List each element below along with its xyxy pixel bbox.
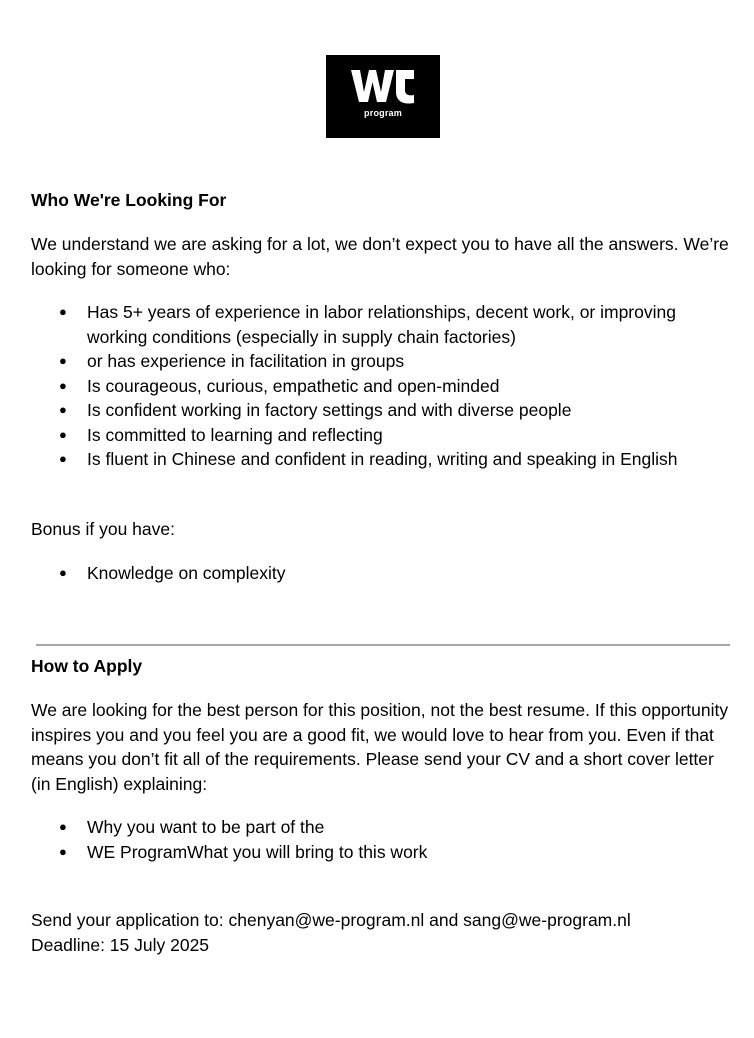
- bonus-label: Bonus if you have:: [31, 519, 175, 539]
- list-item: ● WE ProgramWhat you will bring to this work: [59, 841, 428, 862]
- section-heading-how-to-apply: How to Apply: [31, 656, 143, 676]
- looking-for-intro: We understand we are asking for a lot, we don’t expect you to have all the answers. We’re looking for someone who:: [31, 234, 729, 279]
- list-item: ● Knowledge on complexity: [59, 563, 286, 583]
- deadline-line: Deadline: 15 July 2025: [31, 935, 210, 955]
- list-item: ● Has 5+ years of experience in labor relationships, decent work, or improving working conditions (especially in supply chain factories): [59, 302, 676, 347]
- we-logo-mark: [351, 68, 415, 106]
- how-to-apply-intro: We are looking for the best person for this position, not the best resume. If this opportunity inspires you and you feel you are a good fit, we would love to hear from you. Even if that means you don’t fit all of the requirements. Please send your CV and a short cover letter (in English) explaining:: [31, 700, 729, 794]
- requirements-list: [31, 300, 731, 472]
- list-item: ● Why you want to be part of the: [59, 817, 325, 837]
- section-heading-looking-for: Who We're Looking For: [31, 190, 227, 210]
- list-item: ● Is courageous, curious, empathetic and open-minded: [59, 375, 500, 396]
- list-item: ● Is confident working in factory settings and with diverse people: [59, 400, 572, 420]
- list-item: ● or has experience in facilitation in groups: [59, 351, 405, 371]
- apply-explain-list: [31, 815, 731, 864]
- list-item: ● Is committed to learning and reflecting: [59, 424, 383, 445]
- send-application-line: Send your application to: chenyan@we-program.nl and sang@we-program.nl: [31, 910, 631, 930]
- list-item: ● Is fluent in Chinese and confident in reading, writing and speaking in English: [59, 449, 678, 469]
- logo-subtitle: program: [364, 108, 402, 118]
- bonus-list: [31, 561, 731, 586]
- we-program-logo: [326, 55, 440, 138]
- section-divider: [36, 644, 730, 646]
